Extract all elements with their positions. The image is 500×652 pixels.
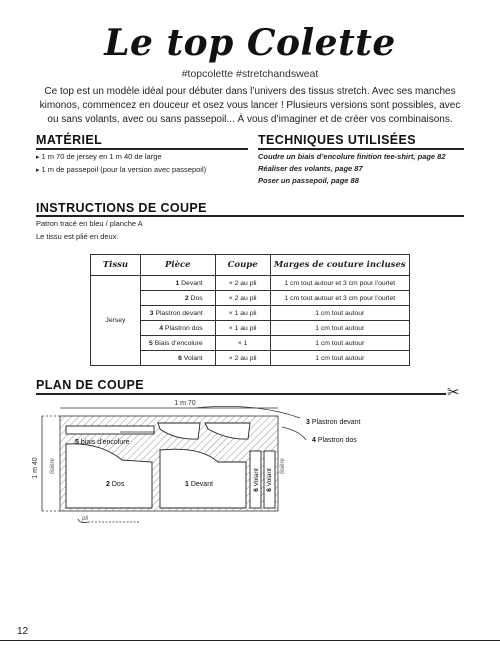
instructions-line: Le tissu est plié en deux. [36,232,119,241]
margin-cell: 1 cm tout autour et 3 cm pour l’ourlet [270,291,409,306]
fabric-cell: Jersey [91,276,141,366]
materiel-item: ▸ 1 m de passepoil (pour la version avec passepoil) [36,164,248,177]
width-label: 1 m 70 [174,400,196,407]
piece-cell: 2 Dos [140,291,215,306]
pli-label: pli [82,516,89,522]
plan-rule [36,393,446,395]
piece-cell: 5 Biais d’encolure [140,336,215,351]
intro-paragraph: Ce top est un modèle idéal pour débuter dans l’univers des tissus stretch. Avec ses manches kimonos, commencez en douceur et osez vous lancer ! Plusieurs versions sont possibles, avec ou sans volants, avec ou sans passepoil... À vous d’imaginer et de créer vos combinaisons. [39,86,461,125]
piece-4-label: 4 Plastron dos [312,437,357,444]
footer-rule [0,640,500,641]
piece-cell: 6 Volant [140,351,215,366]
scissors-icon: ✂ [447,384,460,401]
materiel-list [36,151,248,177]
height-label: 1 m 40 [32,457,39,479]
cut-cell: × 1 [215,336,270,351]
margin-cell: 1 cm tout autour [270,336,409,351]
instructions-heading: INSTRUCTIONS DE COUPE [36,201,207,215]
piece-3-label: 3 Plastron devant [306,419,361,426]
page-title: Le top Colette [104,22,396,64]
piece-5-biais [66,426,154,434]
piece-cell: 4 Plastron dos [140,321,215,336]
piece-1-label: 1 Devant [185,481,214,488]
cut-cell: × 2 au pli [215,276,270,291]
piece-2-label: 2 Dos [106,481,125,488]
plastron-dos-curve [282,427,306,440]
instructions-rule [36,215,464,217]
table-header: Marges de couture incluses [270,255,409,276]
cutting-layout [0,396,500,526]
cut-cell: × 1 au pli [215,306,270,321]
materiel-rule [36,148,248,150]
cutting-table [90,254,410,366]
margin-cell: 1 cm tout autour [270,321,409,336]
margin-cell: 1 cm tout autour [270,306,409,321]
technique-item: Poser un passepoil, page 88 [258,176,359,185]
plan-heading: PLAN DE COUPE [36,378,144,392]
piece-cell: 3 Plastron devant [140,306,215,321]
piece-6-label: 6 Volant [266,468,273,492]
table-header: Coupe [215,255,270,276]
technique-item: Réaliser des volants, page 87 [258,164,363,173]
piece-5-label: 5 biais d’encolure [75,439,130,446]
table-header: Pièce [140,255,215,276]
techniques-rule [258,148,464,150]
techniques-list [258,151,464,187]
table-header: Tissu [91,255,141,276]
materiel-heading: MATÉRIEL [36,133,103,147]
piece-cell: 1 Devant [140,276,215,291]
piece-6-label: 6 Volant [253,468,260,492]
table-row [91,276,410,291]
cut-cell: × 2 au pli [215,291,270,306]
cut-cell: × 2 au pli [215,351,270,366]
lisiere-label: lisière [280,458,286,474]
margin-cell: 1 cm tout autour et 3 cm pour l’ourlet [270,276,409,291]
technique-item: Coudre un biais d’encolure finition tee-shirt, page 82 [258,152,446,161]
page-number: 12 [17,626,29,637]
materiel-item: ▸ 1 m 70 de jersey en 1 m 40 de large [36,151,248,164]
instructions-line: Patron tracé en bleu / planche A [36,219,143,228]
lisiere-label: lisière [50,458,56,474]
techniques-heading: TECHNIQUES UTILISÉES [258,133,417,147]
margin-cell: 1 cm tout autour [270,351,409,366]
cut-cell: × 1 au pli [215,321,270,336]
hashtags: #topcolette #stretchandsweat [181,68,319,80]
